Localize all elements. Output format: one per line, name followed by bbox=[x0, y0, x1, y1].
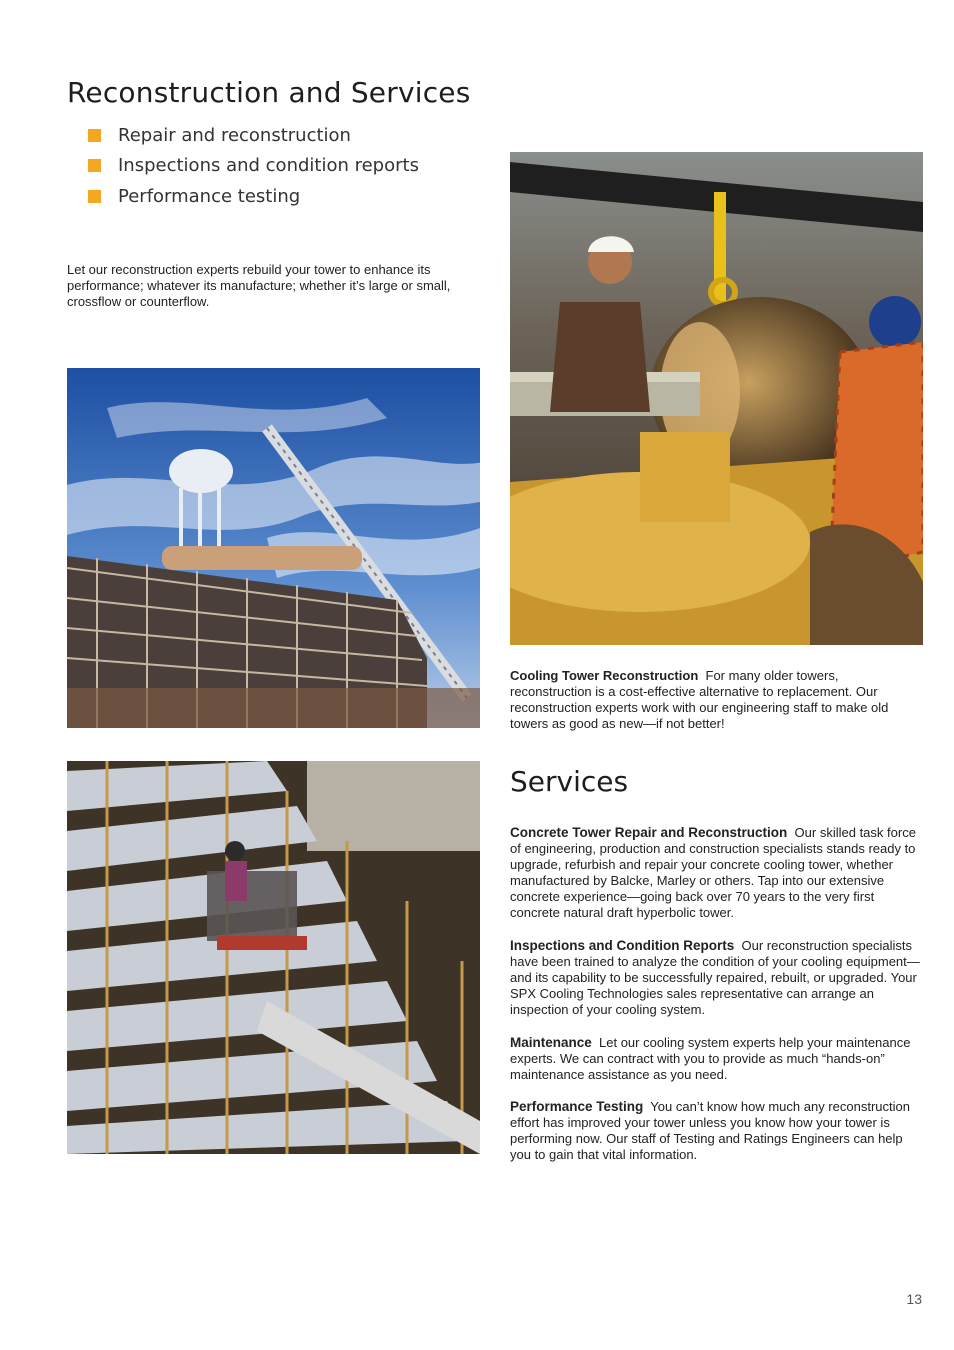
photo-worker-lift bbox=[67, 761, 480, 1154]
intro-paragraph: Let our reconstruction experts rebuild your tower to enhance its performance; whatever its manufacture; whether it’s large or small, crossflow or counterflow. bbox=[67, 262, 451, 309]
service-maintenance bbox=[510, 1035, 924, 1083]
service-title: Maintenance bbox=[510, 1035, 592, 1050]
service-text: Our reconstruction specialists have been trained to analyze the condition of your cooling equipment—and its capability to be successfully repaired, rebuilt, or upgraded. Your SPX Cooling Technologies sales representative can arrange an inspection of your cooling system. bbox=[510, 938, 920, 1017]
caption-title: Cooling Tower Reconstruction bbox=[510, 668, 699, 683]
bullet-square-icon bbox=[88, 190, 101, 203]
service-title: Concrete Tower Repair and Reconstruction bbox=[510, 825, 788, 840]
photo-caption bbox=[510, 668, 922, 732]
service-text: Our skilled task force of engineering, production and construction specialists stands ready to upgrade, refurbish and repair your concrete cooling tower, whether manufactured by Balcke, Marley or others. Tap into our extensive concrete experience—going back over 70 years to the very first concrete natural draft hyperbolic tower. bbox=[510, 825, 916, 920]
page-title: Reconstruction and Services bbox=[67, 76, 471, 109]
service-text: You can’t know how much any reconstruction effort has improved your tower unless you know how your tower is performing now. Our staff of Testing and Ratings Engineers can help you to gain that vital information. bbox=[510, 1099, 910, 1162]
feature-item: Inspections and condition reports bbox=[88, 151, 419, 182]
service-title: Performance Testing bbox=[510, 1099, 644, 1114]
bullet-square-icon bbox=[88, 159, 101, 172]
feature-list bbox=[88, 120, 419, 212]
bullet-square-icon bbox=[88, 129, 101, 142]
photo-motor-workers bbox=[510, 152, 923, 645]
service-concrete-repair bbox=[510, 825, 924, 921]
feature-item: Performance testing bbox=[88, 181, 419, 212]
services-heading: Services bbox=[510, 765, 629, 798]
service-inspections bbox=[510, 938, 924, 1018]
service-title: Inspections and Condition Reports bbox=[510, 938, 735, 953]
service-performance-testing bbox=[510, 1099, 924, 1163]
feature-item: Repair and reconstruction bbox=[88, 120, 419, 151]
photo-tower-crane bbox=[67, 368, 480, 728]
caption-text: For many older towers, reconstruction is a cost-effective alternative to replacement. Our reconstruction experts work with our engineering staff to make old towers as good as new—if not better! bbox=[510, 668, 889, 731]
page-number: 13 bbox=[906, 1291, 922, 1307]
service-text: Let our cooling system experts help your maintenance experts. We can contract with you to provide as much “hands-on” maintenance assistance as you need. bbox=[510, 1035, 911, 1082]
